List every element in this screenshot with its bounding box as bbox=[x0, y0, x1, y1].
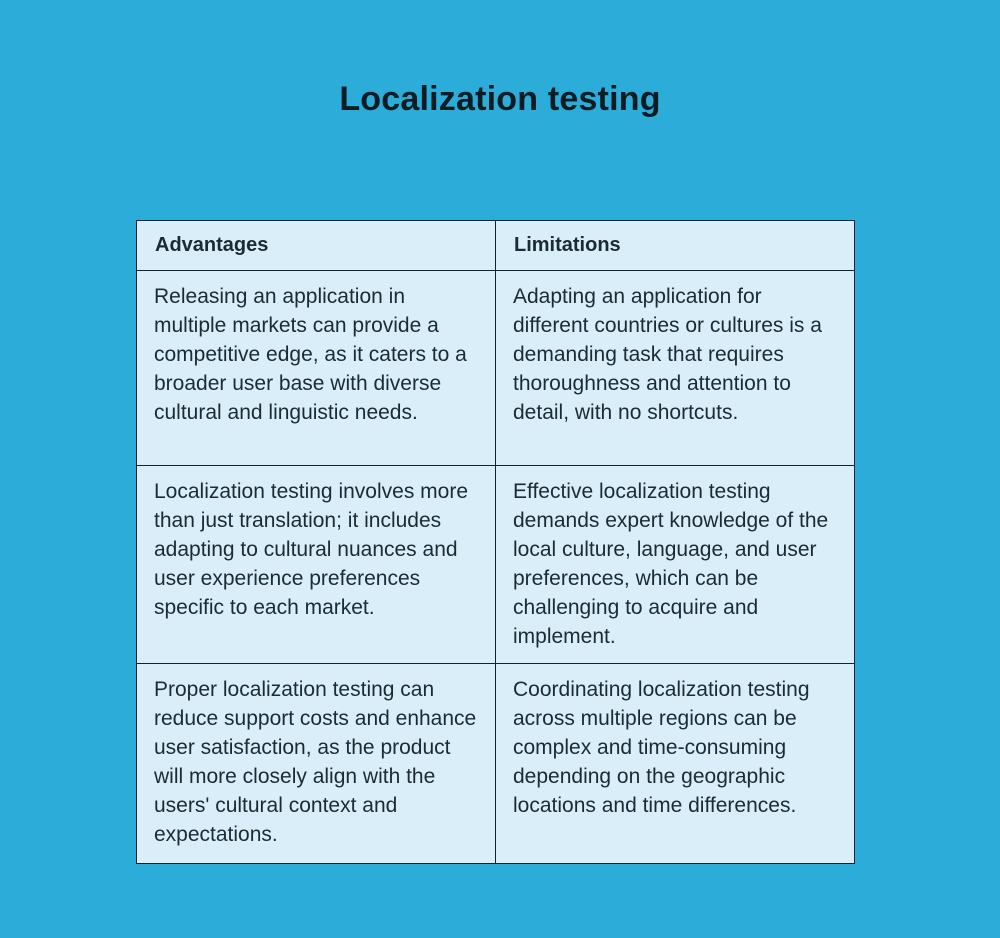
column-header-limitations: Limitations bbox=[496, 221, 855, 271]
advantage-cell-2: Localization testing involves more than just translation; it includes adapting to cultural nuances and user experience preferences specific to each market. bbox=[137, 466, 496, 664]
table-header-row bbox=[137, 221, 855, 271]
table-row bbox=[137, 466, 855, 664]
advantage-cell-1: Releasing an application in multiple markets can provide a competitive edge, as it caters to a broader user base with diverse cultural and linguistic needs. bbox=[137, 271, 496, 466]
advantages-limitations-table bbox=[136, 220, 855, 864]
page-title: Localization testing bbox=[339, 80, 661, 118]
advantage-cell-3: Proper localization testing can reduce support costs and enhance user satisfaction, as the product will more closely align with the users' cultural context and expectations. bbox=[137, 664, 496, 864]
table-row bbox=[137, 664, 855, 864]
table-row bbox=[137, 271, 855, 466]
limitation-cell-1: Adapting an application for different countries or cultures is a demanding task that requires thoroughness and attention to detail, with no shortcuts. bbox=[496, 271, 855, 466]
limitation-cell-3: Coordinating localization testing across multiple regions can be complex and time-consuming depending on the geographic locations and time differences. bbox=[496, 664, 855, 864]
column-header-advantages: Advantages bbox=[137, 221, 496, 271]
limitation-cell-2: Effective localization testing demands expert knowledge of the local culture, language, and user preferences, which can be challenging to acquire and implement. bbox=[496, 466, 855, 664]
